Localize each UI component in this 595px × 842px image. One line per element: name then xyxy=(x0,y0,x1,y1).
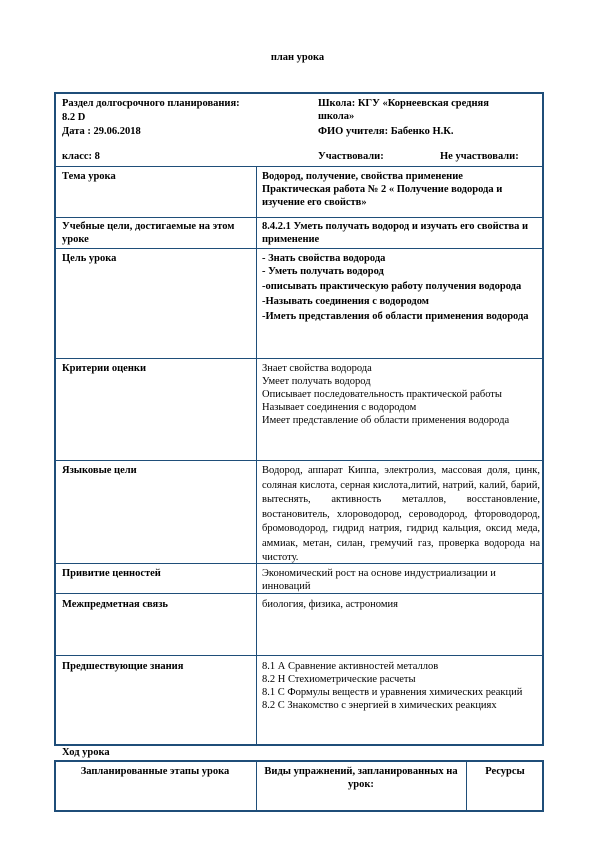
col-header-exercises: Виды упражнений, запланированных на урок: xyxy=(264,766,458,790)
participated: Участвовали: xyxy=(318,151,384,162)
row-value-topic: Водород, получение, свойства применение Практическая работа № 2 « Получение водорода и изучение его свойств» xyxy=(262,171,503,208)
lesson-progress-heading: Ход урока xyxy=(62,747,110,758)
row-divider xyxy=(54,358,544,359)
row-label-language-goals: Языковые цели xyxy=(62,465,137,476)
row-label-values: Привитие ценностей xyxy=(62,568,161,579)
row-label-lesson-aim: Цель урока xyxy=(62,253,117,264)
row-label-criteria: Критерии оценки xyxy=(62,363,146,374)
row-value-criteria: Знает свойства водорода Умеет получать водород Описывает последовательность практической работы Называет соединения с водородом Имеет представление об области применения водорода xyxy=(262,363,510,426)
page-title: план урока xyxy=(270,52,325,63)
col-header-stages: Запланированные этапы урока xyxy=(80,766,230,777)
row-value-lesson-aim: - Знать свойства водорода - Уметь получать водород -описывать практическую работу получения водорода -Называть соединения с водородом -Иметь представления об области применения водорода xyxy=(262,253,529,322)
row-value-language-goals: Водород, аппарат Киппа, электролиз, массовая доля, цинк, соляная кислота, серная кислота,литий, натрий, калий, барий, вытеснять, активность металлов, восстановление, востановитель, хлороводород, сероводород, фтороводород, бромоводород, гидрид натрия, гидрид кальция, оксид меда, аммиак, метан, силан, гремучий газ, проверка водорода на чистоту. xyxy=(262,465,540,563)
school: Школа: КГУ «Корнеевская средняя школа» xyxy=(318,98,489,122)
row-divider xyxy=(54,248,544,249)
row-divider xyxy=(54,460,544,461)
row-divider xyxy=(54,655,544,656)
row-value-learning-goals: 8.4.2.1 Уметь получать водород и изучать его свойства и применение xyxy=(262,221,529,245)
column-divider xyxy=(256,760,257,812)
row-label-prior-knowledge: Предшествующие знания xyxy=(62,661,184,672)
row-value-prior-knowledge: 8.1 А Сравнение активностей металлов 8.2 Н Стехиометрические расчеты 8.1 С Формулы веществ и уравнения химических реакций 8.2 С Знакомство с энергией в химических реакциях xyxy=(262,661,523,711)
row-divider xyxy=(54,593,544,594)
section-label: Раздел долгосрочного планирования: xyxy=(62,98,240,109)
row-label-topic: Тема урока xyxy=(62,171,116,182)
row-divider xyxy=(54,217,544,218)
not-participated: Не участвовали: xyxy=(440,151,519,162)
class: класс: 8 xyxy=(62,151,100,162)
row-label-cross-curricular: Межпредметная связь xyxy=(62,599,168,610)
column-divider xyxy=(466,760,467,812)
row-value-cross-curricular: биология, физика, астрономия xyxy=(262,599,398,610)
section-value: 8.2 D xyxy=(62,112,86,123)
teacher: ФИО учителя: Бабенко Н.К. xyxy=(318,126,454,137)
column-divider xyxy=(256,166,257,746)
date: Дата : 29.06.2018 xyxy=(62,126,141,137)
col-header-resources: Ресурсы xyxy=(485,766,525,777)
row-value-values: Экономический рост на основе индустриализации и инноваций xyxy=(262,568,496,592)
row-divider xyxy=(54,166,544,167)
row-label-learning-goals: Учебные цели, достигаемые на этом уроке xyxy=(62,221,235,245)
